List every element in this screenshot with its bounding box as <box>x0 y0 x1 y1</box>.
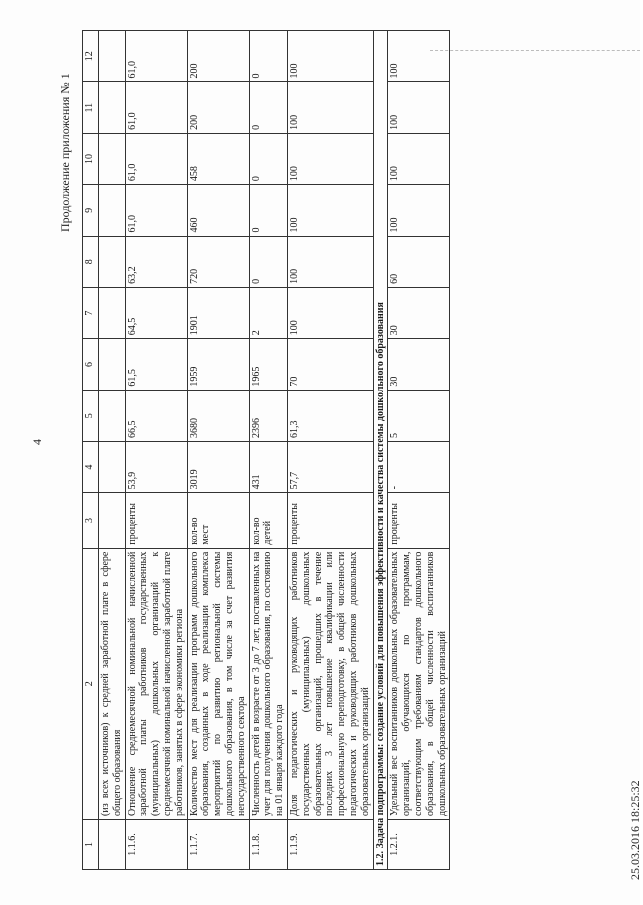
row-number: 1.2.1. <box>388 819 450 869</box>
value-cell: 3680 <box>187 390 249 441</box>
value-cell: 61,0 <box>125 133 187 184</box>
table-row <box>388 31 450 870</box>
continuation-text: (из всех источников) к средней заработной плате в сфере общего образования <box>99 548 126 819</box>
value-cell: 64,5 <box>125 287 187 338</box>
value-cell: 0 <box>249 82 287 133</box>
table-row <box>125 31 187 870</box>
row-number: 1.1.6. <box>125 819 187 869</box>
unit-cell: кол-во мест <box>187 493 249 548</box>
value-cell: 100 <box>287 236 373 287</box>
value-cell: 100 <box>287 133 373 184</box>
section-row <box>373 31 388 870</box>
value-cell: 100 <box>287 82 373 133</box>
rotated-table-sheet <box>82 30 610 870</box>
table-row <box>249 31 287 870</box>
value-cell: 61,3 <box>287 390 373 441</box>
continuation-row <box>99 31 126 870</box>
value-cell: 61,0 <box>125 185 187 236</box>
value-cell: 431 <box>249 441 287 492</box>
indicator-name: Численность детей в возрасте от 3 до 7 лет, поставленных на учет для получения дошкольного образования, по состоянию на 01 января каждого года <box>249 548 287 819</box>
value-cell: 720 <box>187 236 249 287</box>
value-cell: 30 <box>388 287 450 338</box>
header-cell: 2 <box>83 548 99 819</box>
value-cell: 53,9 <box>125 441 187 492</box>
indicator-name: Удельный вес воспитанников дошкольных образовательных организаций, обучающихся по программам, соответствующим требованиям стандартов дошкольного образования, в общей численности воспитанников дошкольных образовательных организаций <box>388 548 450 819</box>
value-cell: 61,0 <box>125 82 187 133</box>
value-cell: 1959 <box>187 339 249 390</box>
value-cell: 0 <box>249 185 287 236</box>
indicators-table <box>82 30 450 870</box>
section-title: 1.2. Задача подпрограммы: создание условий для повышения эффективности и качества системы дошкольного образования <box>373 31 388 870</box>
value-cell: 0 <box>249 236 287 287</box>
header-row <box>83 31 99 870</box>
value-cell: 458 <box>187 133 249 184</box>
footer-timestamp: 25.03.2016 18:25:32 <box>628 780 642 880</box>
value-cell: 2 <box>249 287 287 338</box>
value-cell: 66,5 <box>125 390 187 441</box>
table-row <box>187 31 249 870</box>
header-cell: 10 <box>83 133 99 184</box>
header-cell: 1 <box>83 819 99 869</box>
value-cell: - <box>388 441 450 492</box>
value-cell: 100 <box>287 185 373 236</box>
table-row <box>287 31 373 870</box>
value-cell: 100 <box>287 31 373 82</box>
value-cell: 5 <box>388 390 450 441</box>
value-cell: 200 <box>187 31 249 82</box>
header-cell: 12 <box>83 31 99 82</box>
unit-cell: проценты <box>388 493 450 548</box>
page-number: 4 <box>30 439 44 445</box>
header-cell: 9 <box>83 185 99 236</box>
value-cell: 1965 <box>249 339 287 390</box>
value-cell: 200 <box>187 82 249 133</box>
value-cell: 70 <box>287 339 373 390</box>
value-cell: 0 <box>249 133 287 184</box>
unit-cell: проценты <box>125 493 187 548</box>
value-cell: 100 <box>388 185 450 236</box>
value-cell: 30 <box>388 339 450 390</box>
value-cell: 57,7 <box>287 441 373 492</box>
value-cell: 100 <box>287 287 373 338</box>
indicator-name: Количество мест для реализации программ дошкольного образования, созданных в ходе реализации комплекса мероприятий по развитию региональной системы дошкольного образования, в том числе за счет развития негосударственного сектора <box>187 548 249 819</box>
unit-cell: кол-во детей <box>249 493 287 548</box>
header-cell: 11 <box>83 82 99 133</box>
value-cell: 61,5 <box>125 339 187 390</box>
continuation-label: Продолжение приложения № 1 <box>58 73 72 232</box>
header-cell: 5 <box>83 390 99 441</box>
value-cell: 460 <box>187 185 249 236</box>
header-cell: 6 <box>83 339 99 390</box>
indicator-name: Отношение среднемесячной номинальной начисленной заработной платы работников государственных (муниципальных) дошкольных организаций к среднемесячной номинальной начисленной заработной плате работников, занятых в сфере экономики региона <box>125 548 187 819</box>
row-number: 1.1.7. <box>187 819 249 869</box>
value-cell: 2396 <box>249 390 287 441</box>
value-cell: 1901 <box>187 287 249 338</box>
header-cell: 8 <box>83 236 99 287</box>
header-cell: 7 <box>83 287 99 338</box>
value-cell: 3019 <box>187 441 249 492</box>
value-cell: 100 <box>388 31 450 82</box>
value-cell: 100 <box>388 82 450 133</box>
row-number: 1.1.9. <box>287 819 373 869</box>
value-cell: 61,0 <box>125 31 187 82</box>
indicator-name: Доля педагогических и руководящих работников государственных (муниципальных) дошкольных образовательных организаций, прошедших в течение последних 3 лет повышение квалификации или профессиональную переподготовку, в общей численности педагогических и руководящих работников дошкольных образовательных организаций <box>287 548 373 819</box>
value-cell: 100 <box>388 133 450 184</box>
value-cell: 60 <box>388 236 450 287</box>
value-cell: 0 <box>249 31 287 82</box>
header-cell: 4 <box>83 441 99 492</box>
value-cell: 63,2 <box>125 236 187 287</box>
unit-cell: проценты <box>287 493 373 548</box>
row-number: 1.1.8. <box>249 819 287 869</box>
header-cell: 3 <box>83 493 99 548</box>
